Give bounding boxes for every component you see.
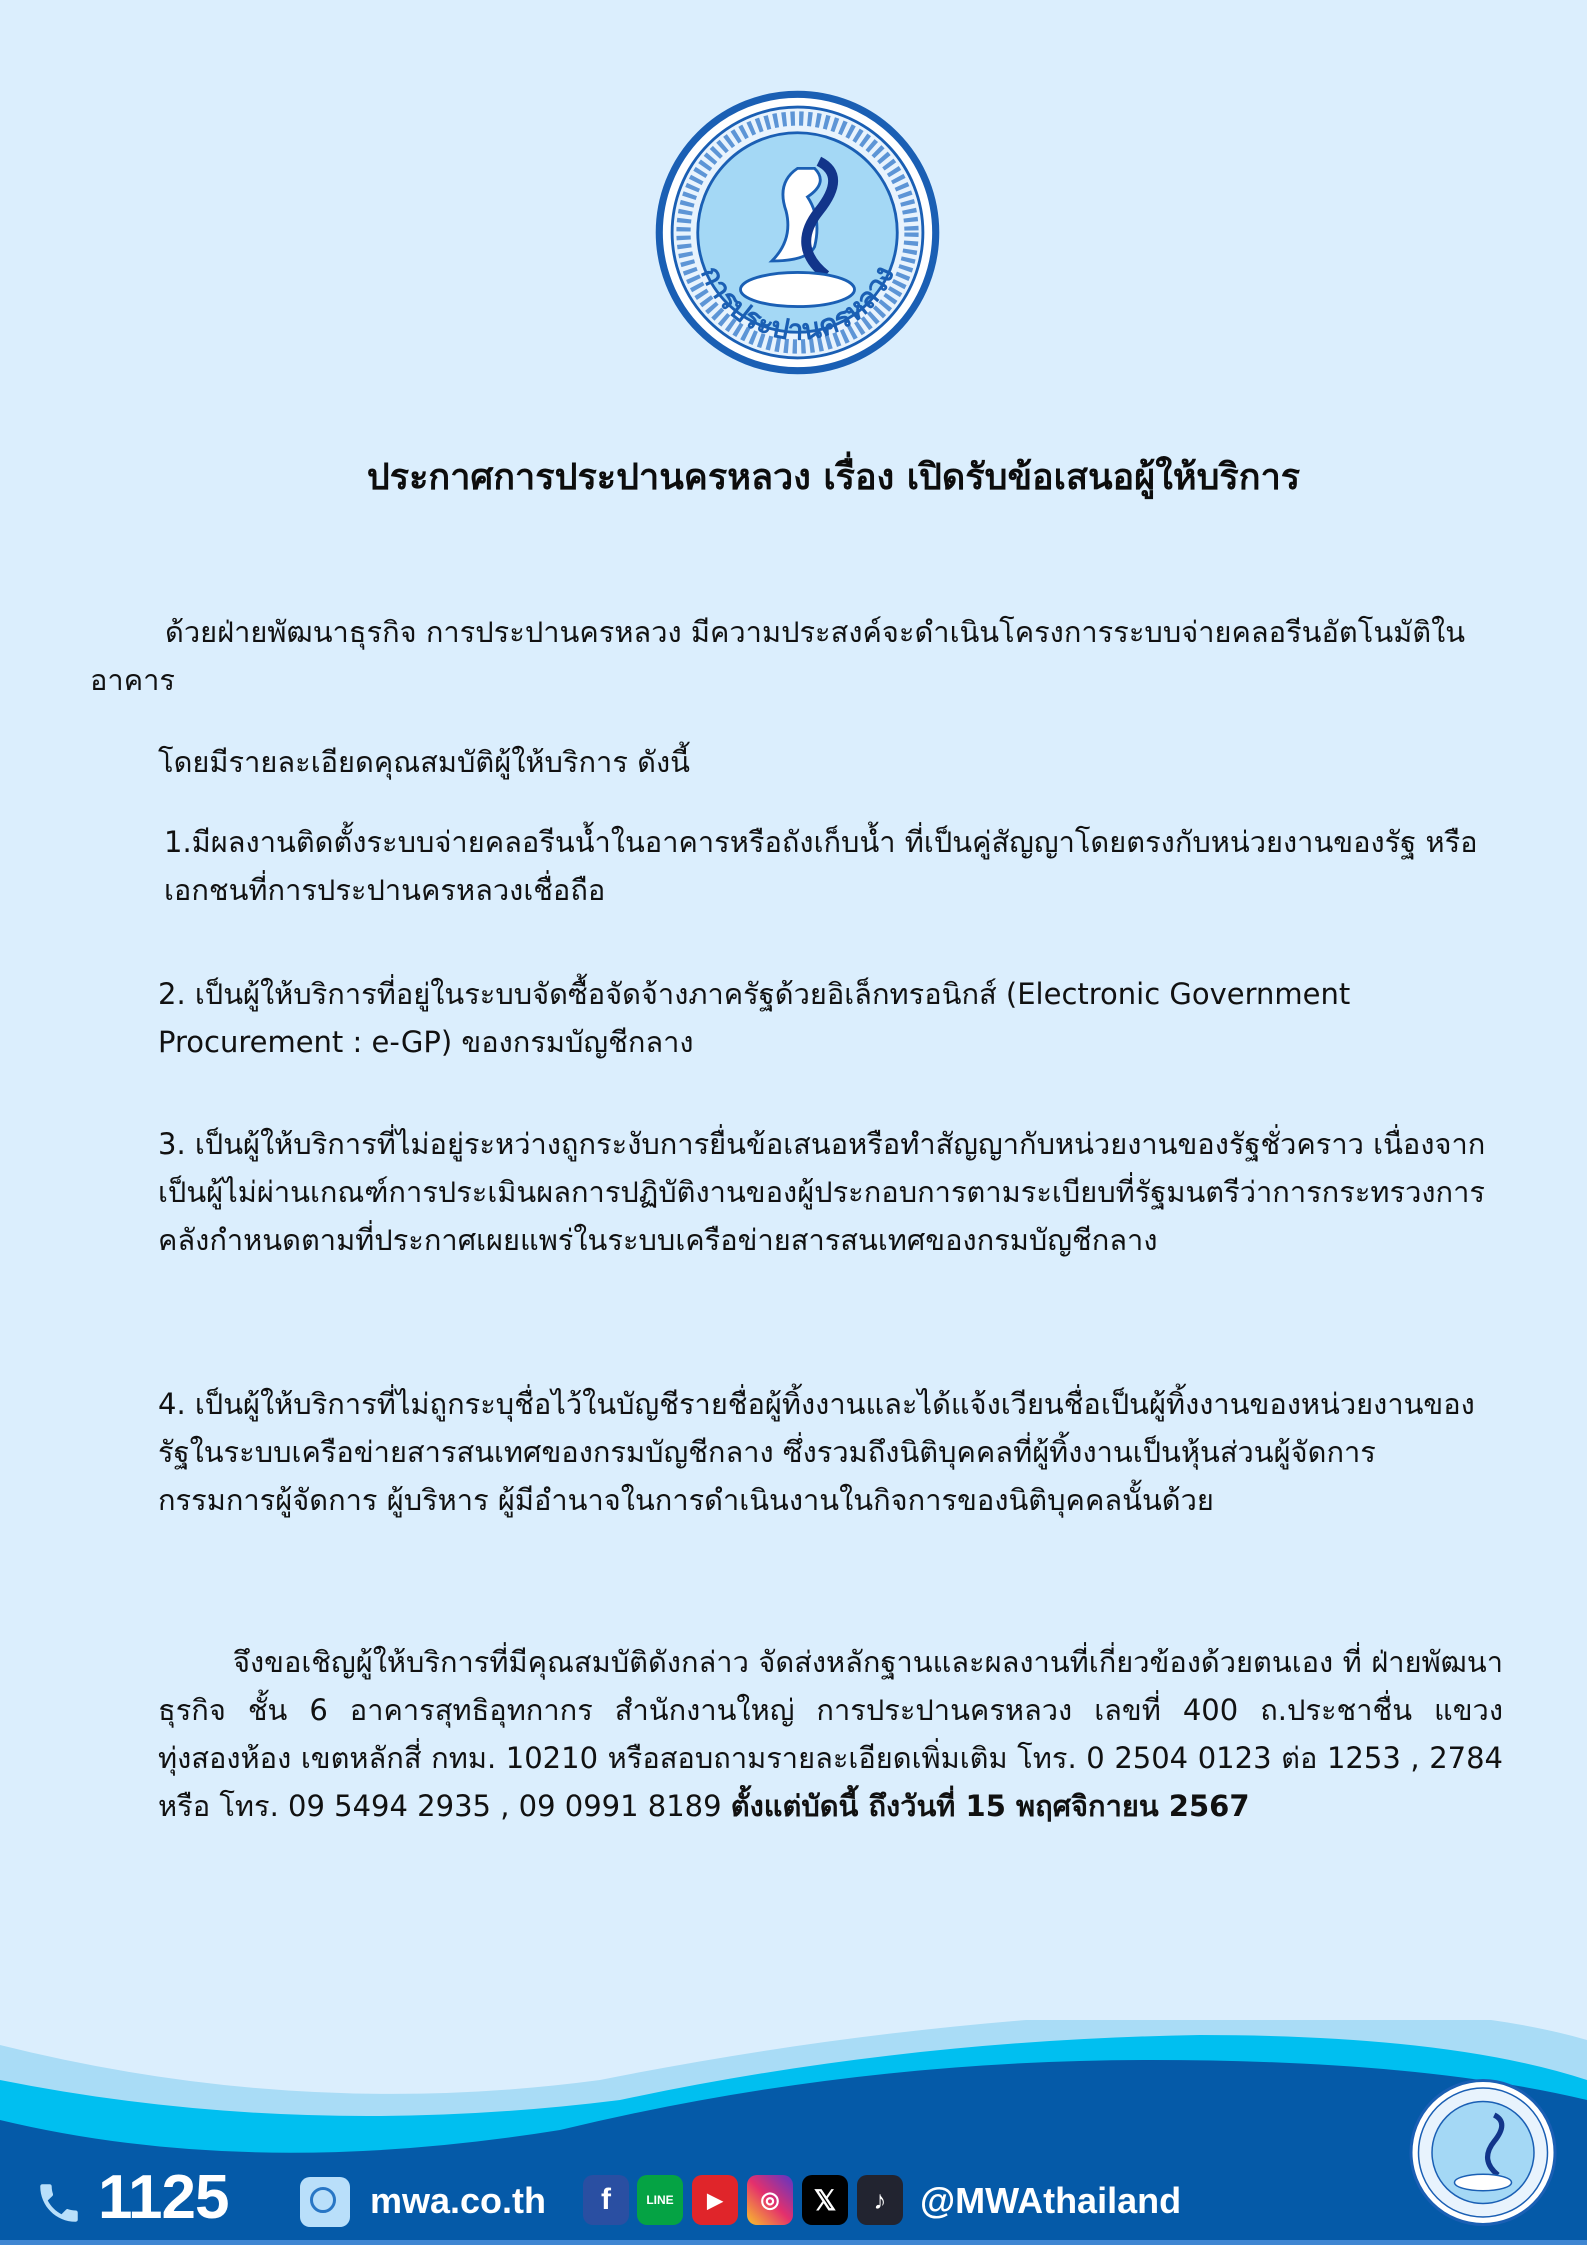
qualification-item-2: 2. เป็นผู้ให้บริการที่อยู่ในระบบจัดซื้อจัดจ้างภาครัฐด้วยอิเล็กทรอนิกส์ (Electronic Government Procurement : e-GP) ของกรมบัญชีกลาง <box>158 977 1351 1059</box>
instagram-icon[interactable]: ◎ <box>747 2175 793 2225</box>
footer-wave-banner <box>0 2020 1587 2245</box>
hotline-number: 1125 <box>98 2163 229 2232</box>
phone-icon <box>34 2178 84 2228</box>
qualification-item-1: 1.มีผลงานติดตั้งระบบจ่ายคลอรีนน้ำในอาคารหรือถังเก็บน้ำ ที่เป็นคู่สัญญาโดยตรงกับหน่วยงานของรัฐ หรือเอกชนที่การประปานครหลวงเชื่อถือ <box>164 825 1478 907</box>
qualifications-heading: โดยมีรายละเอียดคุณสมบัติผู้ให้บริการ ดังนี้ <box>158 745 690 779</box>
facebook-icon[interactable]: f <box>583 2175 629 2225</box>
intro-paragraph: ด้วยฝ่ายพัฒนาธุรกิจ การประปานครหลวง มีความประสงค์จะดำเนินโครงการระบบจ่ายคลอรีนอัตโนมัติในอาคาร <box>90 615 1466 697</box>
closing-paragraph <box>158 1638 1503 1830</box>
youtube-icon[interactable]: ▶ <box>692 2175 738 2225</box>
closing-text: จึงขอเชิญผู้ให้บริการที่มีคุณสมบัติดังกล่าว จัดส่งหลักฐานและผลงานที่เกี่ยวข้องด้วยตนเอง ที่ ฝ่ายพัฒนาธุรกิจ ชั้น 6 อาคารสุทธิอุทกากร สำนักงานใหญ่ การประปานครหลวง เลขที่ 400 ถ.ประชาชื่น แขวงทุ่งสองห้อง เขตหลักสี่ กทม. 10210 หรือสอบถามรายละเอียดเพิ่มเติม โทร. 0 2504 0123 ต่อ 1253 , 2784 หรือ โทร. 09 5494 2935 , 09 0991 8189 <box>158 1645 1503 1823</box>
tiktok-icon[interactable]: ♪ <box>857 2175 903 2225</box>
x-twitter-icon[interactable]: 𝕏 <box>802 2175 848 2225</box>
website-icon <box>300 2177 350 2227</box>
announcement-title: ประกาศการประปานครหลวง เรื่อง เปิดรับข้อเสนอผู้ให้บริการ <box>366 457 1301 498</box>
qualification-item-3: 3. เป็นผู้ให้บริการที่ไม่อยู่ระหว่างถูกระงับการยื่นข้อเสนอหรือทำสัญญากับหน่วยงานของรัฐชั่วคราว เนื่องจากเป็นผู้ไม่ผ่านเกณฑ์การประเมินผลการปฏิบัติงานของผู้ประกอบการตามระเบียบที่รัฐมนตรีว่าการกระทรวงการคลังกำหนดตามที่ประกาศเผยแพร่ในระบบเครือข่ายสารสนเทศของกรมบัญชีกลาง <box>158 1127 1486 1257</box>
svg-text:การประปานครหลวง: การประปานครหลวง <box>694 260 901 347</box>
deadline-text: ตั้งแต่บัดนี้ ถึงวันที่ 15 พฤศจิกายน 2567 <box>730 1789 1250 1823</box>
line-icon[interactable]: LINE <box>637 2175 683 2225</box>
website-link[interactable]: mwa.co.th <box>370 2180 547 2221</box>
social-handle: @MWAthailand <box>920 2180 1182 2221</box>
mwa-emblem-logo <box>655 90 940 375</box>
qualification-item-4: 4. เป็นผู้ให้บริการที่ไม่ถูกระบุชื่อไว้ในบัญชีรายชื่อผู้ทิ้งงานและได้แจ้งเวียนชื่อเป็นผู้ทิ้งงานของหน่วยงานของรัฐในระบบเครือข่ายสารสนเทศของกรมบัญชีกลาง ซึ่งรวมถึงนิติบุคคลที่ผู้ทิ้งงานเป็นหุ้นส่วนผู้จัดการ กรรมการผู้จัดการ ผู้บริหาร ผู้มีอำนาจในการดำเนินงานในกิจการของนิติบุคคลนั้นด้วย <box>158 1387 1475 1517</box>
mwa-emblem-small-logo <box>1408 2075 1558 2230</box>
